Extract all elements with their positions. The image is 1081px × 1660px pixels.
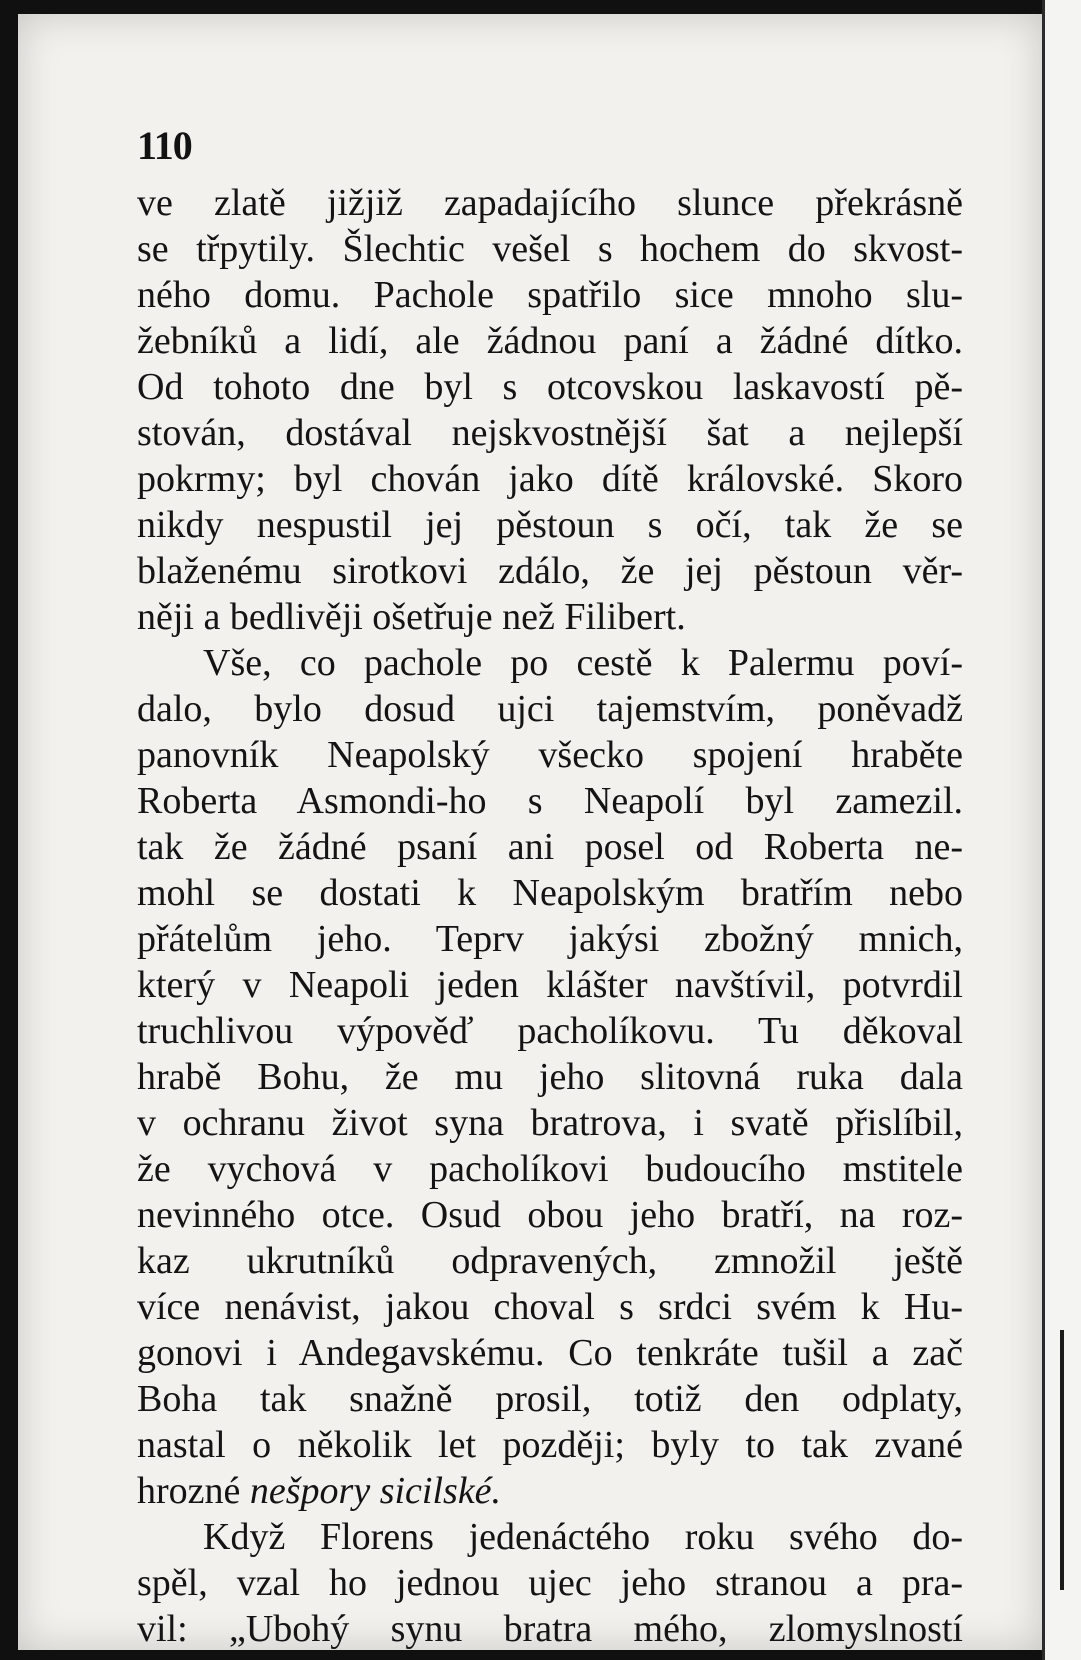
text-line: žebníků a lidí, ale žádnou paní a žádné dítko. [137, 320, 963, 362]
text-line: kaz ukrutníků odpravených, zmnožil ještě [137, 1240, 963, 1282]
italic-phrase: nešpory sicilské. [249, 1470, 502, 1512]
text-line: se třpytily. Šlechtic vešel s hochem do skvost- [137, 228, 963, 270]
text-line: pokrmy; byl chován jako dítě královské. Skoro [137, 458, 963, 500]
text-line: panovník Neapolský všecko spojení hraběte [137, 734, 963, 776]
text-line: gonovi i Andegavskému. Co tenkráte tušil a zač [137, 1332, 963, 1374]
book-page [18, 14, 1042, 1650]
text-line: přátelům jeho. Teprv jakýsi zbožný mnich, [137, 918, 963, 960]
text-line: dalo, bylo dosud ujci tajemstvím, poněvadž [137, 688, 963, 730]
text-line: Boha tak snažně prosil, totiž den odplaty, [137, 1378, 963, 1420]
text-line: více nenávist, jakou choval s srdci svém k Hu- [137, 1286, 963, 1328]
paragraph-start-line: Když Florens jedenáctého roku svého do- [203, 1516, 963, 1558]
text-line: truchlivou výpověď pacholíkovu. Tu děkoval [137, 1010, 963, 1052]
text-line: ného domu. Pachole spatřilo sice mnoho slu- [137, 274, 963, 316]
paragraph-end-line [137, 1468, 963, 1514]
text-line: Roberta Asmondi-ho s Neapolí byl zamezil. [137, 780, 963, 822]
text-line: který v Neapoli jeden klášter navštívil, potvrdil [137, 964, 963, 1006]
scan-edge-mark [1060, 1330, 1064, 1590]
paragraph-start-line: Vše, co pachole po cestě k Palermu poví- [203, 642, 963, 684]
text-line: tak že žádné psaní ani posel od Roberta ne- [137, 826, 963, 868]
page-number: 110 [137, 123, 192, 168]
text-line: ve zlatě jižjiž zapadajícího slunce překrásně [137, 182, 963, 224]
text-line: hrabě Bohu, že mu jeho slitovná ruka dala [137, 1056, 963, 1098]
text-line: nastal o několik let později; byly to tak zvané [137, 1424, 963, 1466]
text-line: v ochranu život syna bratrova, i svatě přislíbil, [137, 1102, 963, 1144]
text-fragment: hrozné [137, 1470, 241, 1512]
text-line: nevinného otce. Osud obou jeho bratří, na roz- [137, 1194, 963, 1236]
paragraph-end-line: něji a bedlivěji ošetřuje než Filibert. [137, 596, 686, 638]
text-line: že vychová v pacholíkovi budoucího mstitele [137, 1148, 963, 1190]
text-line: spěl, vzal ho jednou ujec jeho stranou a pra- [137, 1562, 963, 1604]
text-line: vil: „Ubohý synu bratra mého, zlomyslností [137, 1608, 963, 1650]
text-line: blaženému sirotkovi zdálo, že jej pěstoun věr- [137, 550, 963, 592]
text-line: nikdy nespustil jej pěstoun s očí, tak že se [137, 504, 963, 546]
text-line: Od tohoto dne byl s otcovskou laskavostí pě- [137, 366, 963, 408]
text-line: mohl se dostati k Neapolským bratřím nebo [137, 872, 963, 914]
text-line: stován, dostával nejskvostnější šat a nejlepší [137, 412, 963, 454]
body-text [137, 180, 963, 1650]
